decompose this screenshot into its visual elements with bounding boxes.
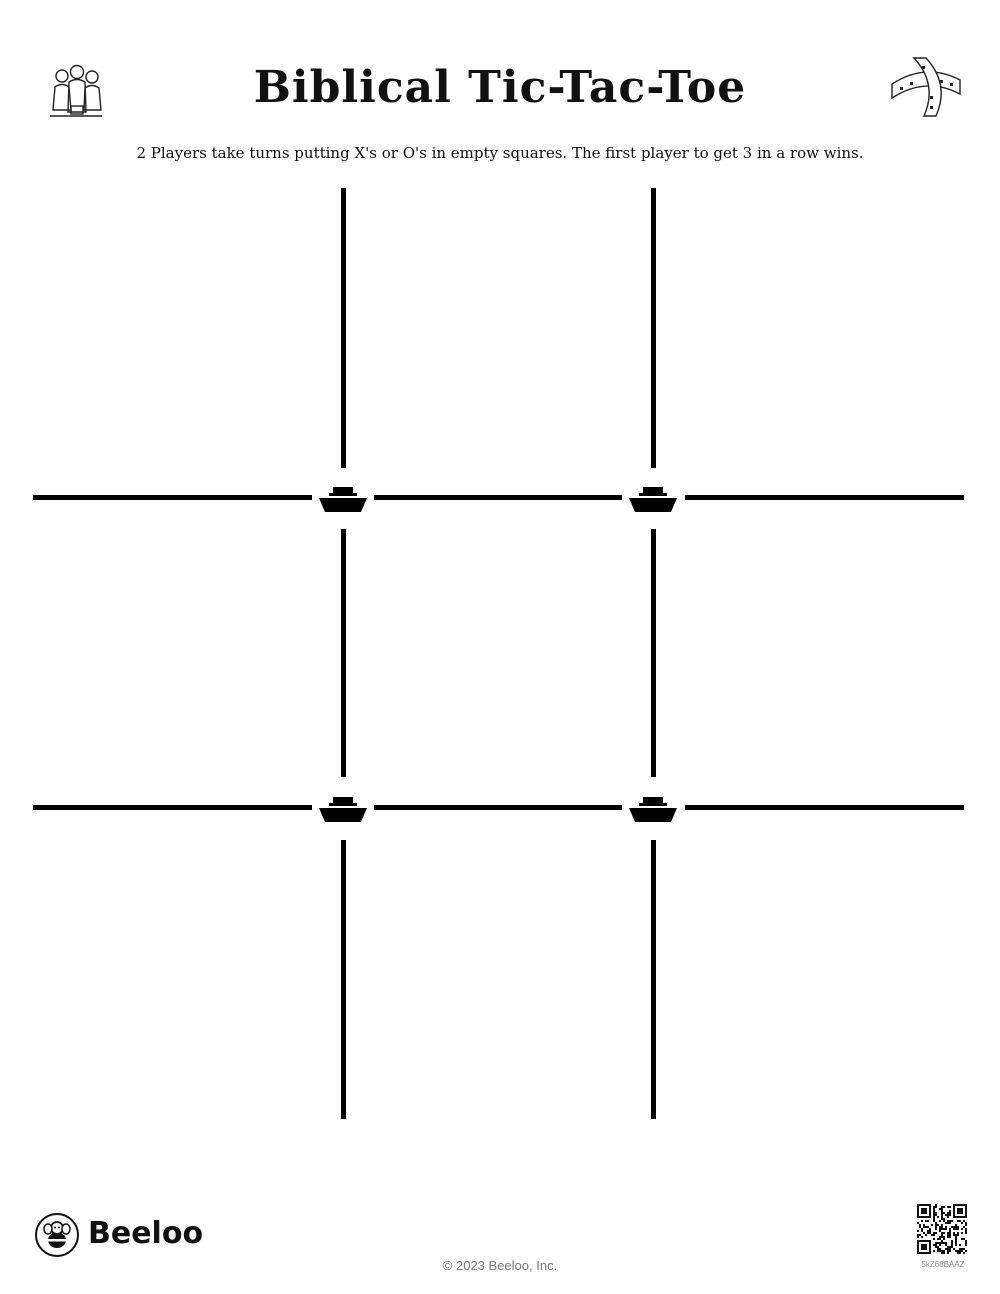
grid-line-horizontal-1-middle <box>374 495 622 500</box>
noahs-ark-icon <box>629 485 677 513</box>
grid-line-vertical-1-bottom <box>341 840 346 1119</box>
worksheet-code: 5kZ68BAAZ <box>921 1260 965 1269</box>
page-title: Biblical Tic-Tac-Toe <box>253 62 747 113</box>
noahs-ark-icon <box>319 795 367 823</box>
grid-line-vertical-2-bottom <box>651 840 656 1119</box>
brand-logo <box>34 1212 234 1258</box>
instructions-text: 2 Players take turns putting X's or O's in empty squares. The first player to get 3 in a row wins. <box>136 144 864 162</box>
copyright-text: © 2023 Beeloo, Inc. <box>442 1258 558 1273</box>
grid-line-horizontal-2-right <box>685 805 964 810</box>
noahs-ark-icon <box>319 485 367 513</box>
grid-line-vertical-2-top <box>651 188 656 468</box>
grid-line-horizontal-1-left <box>33 495 312 500</box>
grid-line-vertical-2-middle <box>651 529 656 777</box>
bee-logo-icon <box>34 1212 80 1258</box>
grid-line-vertical-1-top <box>341 188 346 468</box>
grid-line-vertical-1-middle <box>341 529 346 777</box>
grid-line-horizontal-2-middle <box>374 805 622 810</box>
noahs-ark-icon <box>629 795 677 823</box>
grid-line-horizontal-1-right <box>685 495 964 500</box>
brand-name: Beeloo <box>88 1216 204 1251</box>
grid-line-horizontal-2-left <box>33 805 312 810</box>
qr-code-icon <box>917 1204 967 1254</box>
